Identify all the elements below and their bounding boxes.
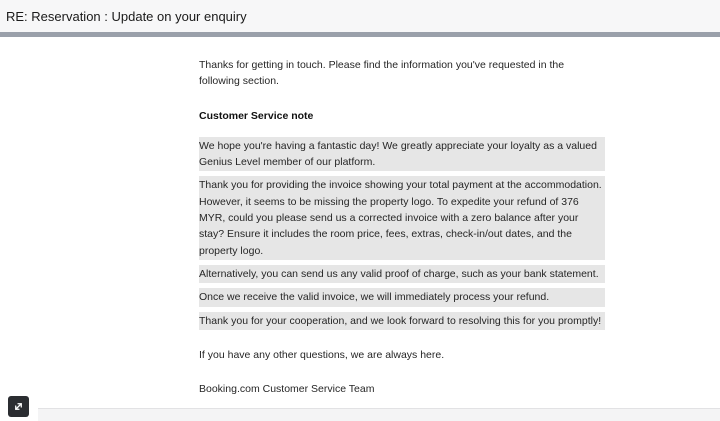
expand-arrows-icon [13,401,24,412]
expand-button[interactable] [8,396,29,417]
email-subject: RE: Reservation : Update on your enquiry [6,8,247,24]
spacer [199,335,605,347]
email-body [199,57,605,397]
note-paragraph: Once we receive the valid invoice, we will immediately process your refund. [199,288,605,306]
note-paragraph: We hope you're having a fantastic day! We greatly appreciate your loyalty as a valued Genius Level member of our platform. [199,137,605,172]
email-signature: Booking.com Customer Service Team [199,383,375,396]
title-divider [0,32,720,37]
bottom-bar [38,408,720,421]
note-paragraph: Thank you for providing the invoice showing your total payment at the accommodation. However, it seems to be missing the property logo. To expedite your refund of 376 MYR, could you please send us a corrected invoice with a zero balance after your stay? Ensure it includes the room price, fees, extras, check-in/out dates, and the property logo. [199,176,605,259]
customer-service-heading: Customer Service note [199,109,314,122]
email-closing: If you have any other questions, we are always here. [199,348,445,361]
note-paragraph: Thank you for your cooperation, and we look forward to resolving this for you promptly! [199,312,605,330]
title-bar [0,0,720,32]
note-paragraph: Alternatively, you can send us any valid proof of charge, such as your bank statement. [199,265,605,283]
email-intro: Thanks for getting in touch. Please find the information you've requested in the following section. [199,59,565,88]
